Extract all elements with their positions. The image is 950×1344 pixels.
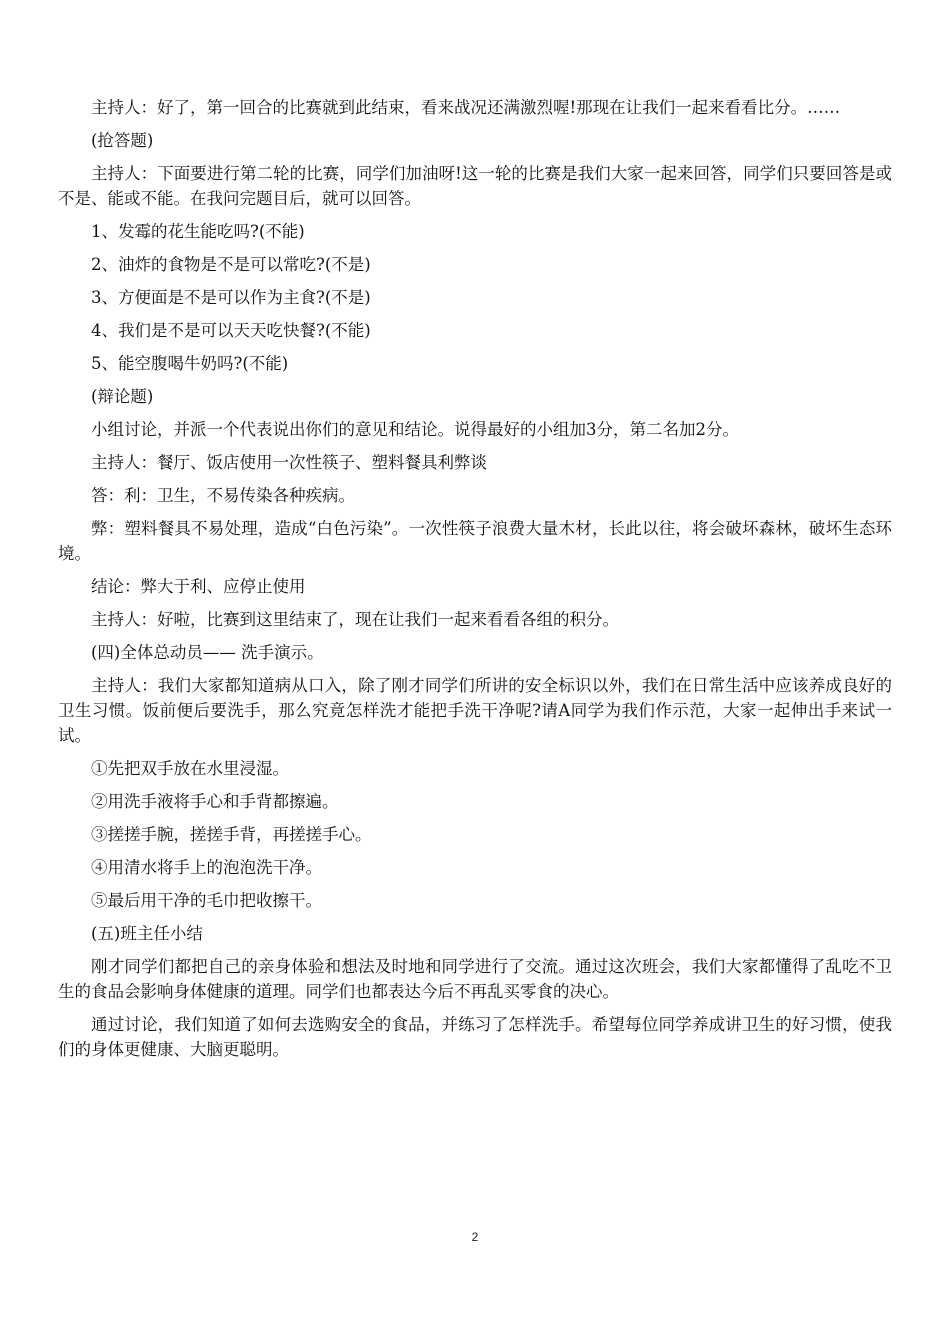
document-page bbox=[58, 95, 892, 1070]
paragraph-host-round-two: 主持人：下面要进行第二轮的比赛，同学们加油呀!这一轮的比赛是我们大家一起来回答，同学们只要回答是或不是、能或不能。在我问完题目后，就可以回答。 bbox=[58, 164, 892, 208]
section-quick-answer: (抢答题) bbox=[91, 131, 154, 150]
paragraph-conclusion: 结论：弊大于利、应停止使用 bbox=[91, 577, 306, 596]
paragraph-host-handwashing: 主持人：我们大家都知道病从口入，除了刚才同学们所讲的安全标识以外，我们在日常生活中应该养成良好的卫生习惯。饭前便后要洗手，那么究竟怎样洗才能把手洗干净呢?请A同学为我们作示范，大家一起伸出手来试一试。 bbox=[58, 676, 892, 745]
question-4: 4、我们是不是可以天天吃快餐?(不能) bbox=[91, 321, 371, 340]
step-3: ③搓搓手腕，搓搓手背，再搓搓手心。 bbox=[91, 825, 372, 844]
paragraph-debate-topic: 主持人：餐厅、饭店使用一次性筷子、塑料餐具利弊谈 bbox=[91, 453, 487, 472]
section-handwashing: (四)全体总动员—— 洗手演示。 bbox=[91, 643, 324, 662]
question-2: 2、油炸的食物是不是可以常吃?(不是) bbox=[91, 255, 371, 274]
section-debate: (辩论题) bbox=[91, 387, 154, 406]
paragraph-host-round-one-end: 主持人：好了，第一回合的比赛就到此结束，看来战况还满激烈喔!那现在让我们一起来看看比分。…… bbox=[91, 98, 841, 117]
paragraph-answer-pros: 答：利：卫生，不易传染各种疾病。 bbox=[91, 486, 355, 505]
step-2: ②用洗手液将手心和手背都擦遍。 bbox=[91, 792, 339, 811]
paragraph-group-discussion: 小组讨论，并派一个代表说出你们的意见和结论。说得最好的小组加3分，第二名加2分。 bbox=[91, 420, 739, 439]
step-5: ⑤最后用干净的毛巾把收擦干。 bbox=[91, 891, 322, 910]
step-4: ④用清水将手上的泡泡洗干净。 bbox=[91, 858, 322, 877]
question-1: 1、发霉的花生能吃吗?(不能) bbox=[91, 222, 305, 241]
question-3: 3、方便面是不是可以作为主食?(不是) bbox=[91, 288, 371, 307]
paragraph-summary-2: 通过讨论，我们知道了如何去选购安全的食品，并练习了怎样洗手。希望每位同学养成讲卫生的好习惯，使我们的身体更健康、大脑更聪明。 bbox=[58, 1015, 892, 1059]
paragraph-summary-1: 刚才同学们都把自己的亲身体验和想法及时地和同学进行了交流。通过这次班会，我们大家都懂得了乱吃不卫生的食品会影响身体健康的道理。同学们也都表达今后不再乱买零食的决心。 bbox=[58, 957, 892, 1001]
page-number: 2 bbox=[471, 1230, 479, 1244]
step-1: ①先把双手放在水里浸湿。 bbox=[91, 759, 289, 778]
paragraph-answer-cons: 弊：塑料餐具不易处理，造成“白色污染”。一次性筷子浪费大量木材，长此以往，将会破坏森林，破坏生态环境。 bbox=[58, 519, 892, 563]
section-teacher-summary: (五)班主任小结 bbox=[91, 924, 203, 943]
question-5: 5、能空腹喝牛奶吗?(不能) bbox=[91, 354, 289, 373]
paragraph-host-scores: 主持人：好啦，比赛到这里结束了，现在让我们一起来看看各组的积分。 bbox=[91, 610, 619, 629]
